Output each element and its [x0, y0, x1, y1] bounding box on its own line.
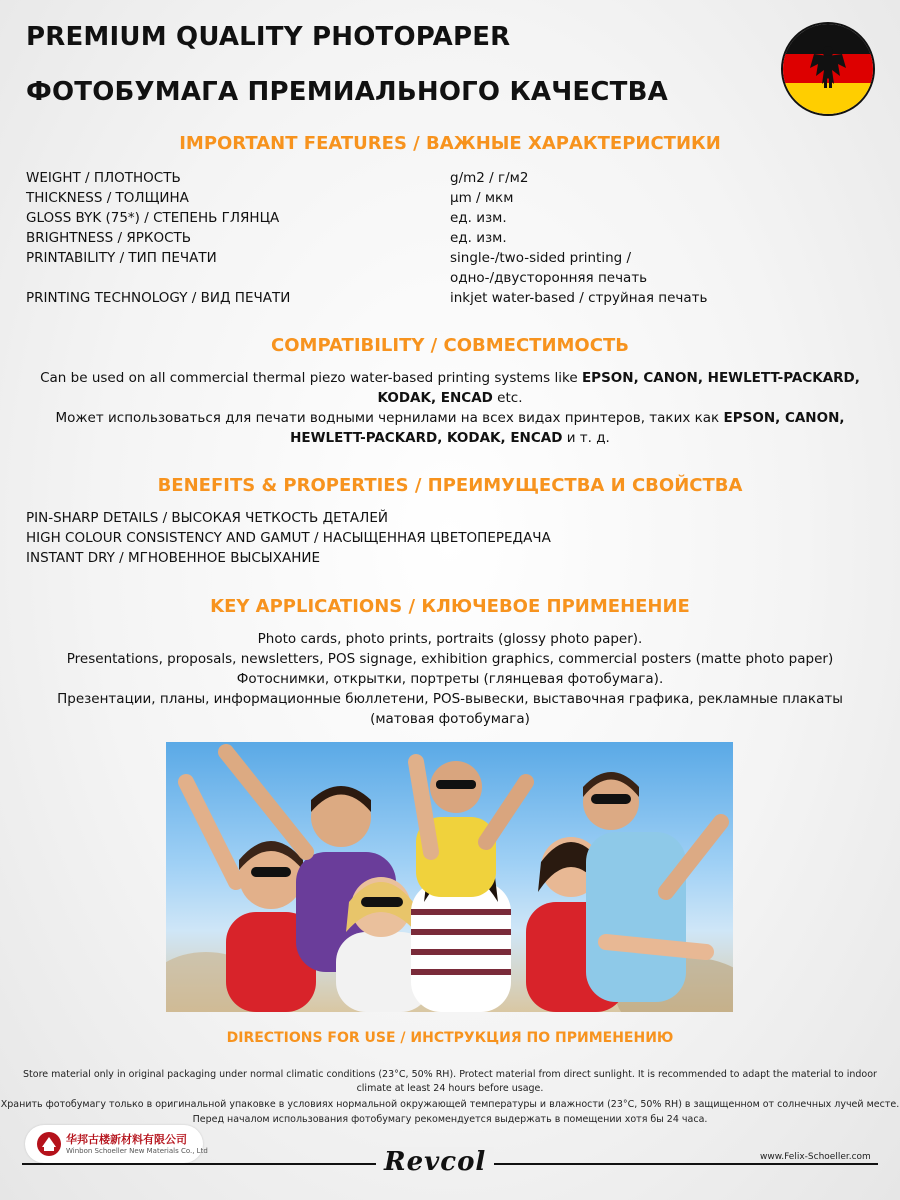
benefits-heading: BENEFITS & PROPERTIES / ПРЕИМУЩЕСТВА И СВОЙСТВА — [157, 475, 743, 496]
feature-label-technology: PRINTING TECHNOLOGY / ВИД ПЕЧАТИ — [26, 290, 291, 306]
compatibility-heading: COMPATIBILITY / СОВМЕСТИМОСТЬ — [271, 335, 629, 356]
feature-value-technology: inkjet water-based / струйная печать — [450, 290, 708, 306]
company-logo-mark-icon — [36, 1131, 62, 1157]
applications-heading: KEY APPLICATIONS / КЛЮЧЕВОЕ ПРИМЕНЕНИЕ — [210, 596, 690, 617]
feature-label-brightness: BRIGHTNESS / ЯРКОСТЬ — [26, 230, 192, 246]
group-photo — [166, 742, 733, 1012]
compatibility-line-3 — [0, 410, 900, 426]
benefit-item: HIGH COLOUR CONSISTENCY AND GAMUT / НАСЫЩЕННАЯ ЦВЕТОПЕРЕДАЧА — [26, 530, 551, 546]
feature-value-printability: single-/two-sided printing / — [450, 250, 632, 266]
website-link[interactable]: www.Felix-Schoeller.com — [760, 1152, 871, 1162]
features-heading: IMPORTANT FEATURES / ВАЖНЫЕ ХАРАКТЕРИСТИКИ — [179, 133, 721, 154]
feature-value-thickness: µm / мкм — [450, 190, 514, 206]
compatibility-brands: EPSON, CANON, — [723, 410, 845, 426]
company-name-cn: 华邦古楼新材料有限公司 — [66, 1133, 187, 1146]
compatibility-text: etc. — [492, 390, 523, 406]
feature-label-thickness: THICKNESS / ТОЛЩИНА — [26, 190, 189, 206]
compatibility-brands: EPSON, CANON, HEWLETT-PACKARD, — [581, 370, 860, 386]
application-line: (матовая фотобумага) — [370, 711, 530, 727]
eagle-icon — [808, 44, 848, 94]
application-line: Презентации, планы, информационные бюллетени, POS-вывески, выставочная графика, рекламные плакаты — [57, 691, 843, 707]
benefit-item: INSTANT DRY / МГНОВЕННОЕ ВЫСЫХАНИЕ — [26, 550, 320, 566]
application-line: Photo cards, photo prints, portraits (glossy photo paper). — [257, 631, 643, 647]
compatibility-text: и т. д. — [562, 430, 610, 446]
application-line: Presentations, proposals, newsletters, POS signage, exhibition graphics, commercial posters (matte photo paper) — [66, 651, 834, 667]
german-flag-badge — [781, 22, 875, 116]
directions-line: Перед началом использования фотобумагу рекомендуется выдержать в помещении хотя бы 24 часа. — [192, 1114, 708, 1125]
compatibility-line-1 — [0, 370, 900, 386]
compatibility-line-4 — [0, 430, 900, 446]
compatibility-text: Can be used on all commercial thermal piezo water-based printing systems like — [40, 370, 582, 386]
feature-value-weight: g/m2 / г/м2 — [450, 170, 529, 186]
compatibility-brands: HEWLETT-PACKARD, KODAK, ENCAD — [290, 430, 563, 446]
compatibility-line-2 — [0, 390, 900, 406]
feature-value-printability-ru: одно-/двусторонняя печать — [450, 270, 648, 286]
feature-label-weight: WEIGHT / ПЛОТНОСТЬ — [26, 170, 181, 186]
directions-line: Хранить фотобумагу только в оригинальной упаковке в условиях нормальной окружающей температуры и влажности (23°C, 50% RH) в защищенном от солнечных лучей месте. — [0, 1099, 900, 1110]
directions-line: Store material only in original packaging under normal climatic conditions (23°C, 50% RH). Protect material from direct sunlight. It is recommended to adapt the material to indoor — [23, 1069, 877, 1080]
directions-heading: DIRECTIONS FOR USE / ИНСТРУКЦИЯ ПО ПРИМЕНЕНИЮ — [226, 1030, 674, 1046]
compatibility-text: Может использоваться для печати водными чернилами на всех видах принтеров, таких как — [55, 410, 724, 426]
feature-value-gloss: ед. изм. — [450, 210, 507, 226]
directions-line: climate at least 24 hours before usage. — [356, 1083, 544, 1094]
compatibility-brands: KODAK, ENCAD — [377, 390, 493, 406]
page-title-ru: ФОТОБУМАГА ПРЕМИАЛЬНОГО КАЧЕСТВА — [26, 77, 668, 107]
application-line: Фотоснимки, открытки, портреты (глянцевая фотобумага). — [236, 671, 664, 687]
feature-label-printability: PRINTABILITY / ТИП ПЕЧАТИ — [26, 250, 217, 266]
benefit-item: PIN-SHARP DETAILS / ВЫСОКАЯ ЧЕТКОСТЬ ДЕТАЛЕЙ — [26, 510, 388, 526]
company-name-en: Winbon Schoeller New Materials Co., Ltd — [66, 1147, 208, 1155]
brand-logo: Revcol — [376, 1147, 494, 1177]
feature-label-gloss: GLOSS BYK (75*) / СТЕПЕНЬ ГЛЯНЦА — [26, 210, 280, 226]
page-title-en: PREMIUM QUALITY PHOTOPAPER — [26, 22, 511, 52]
feature-value-brightness: ед. изм. — [450, 230, 507, 246]
